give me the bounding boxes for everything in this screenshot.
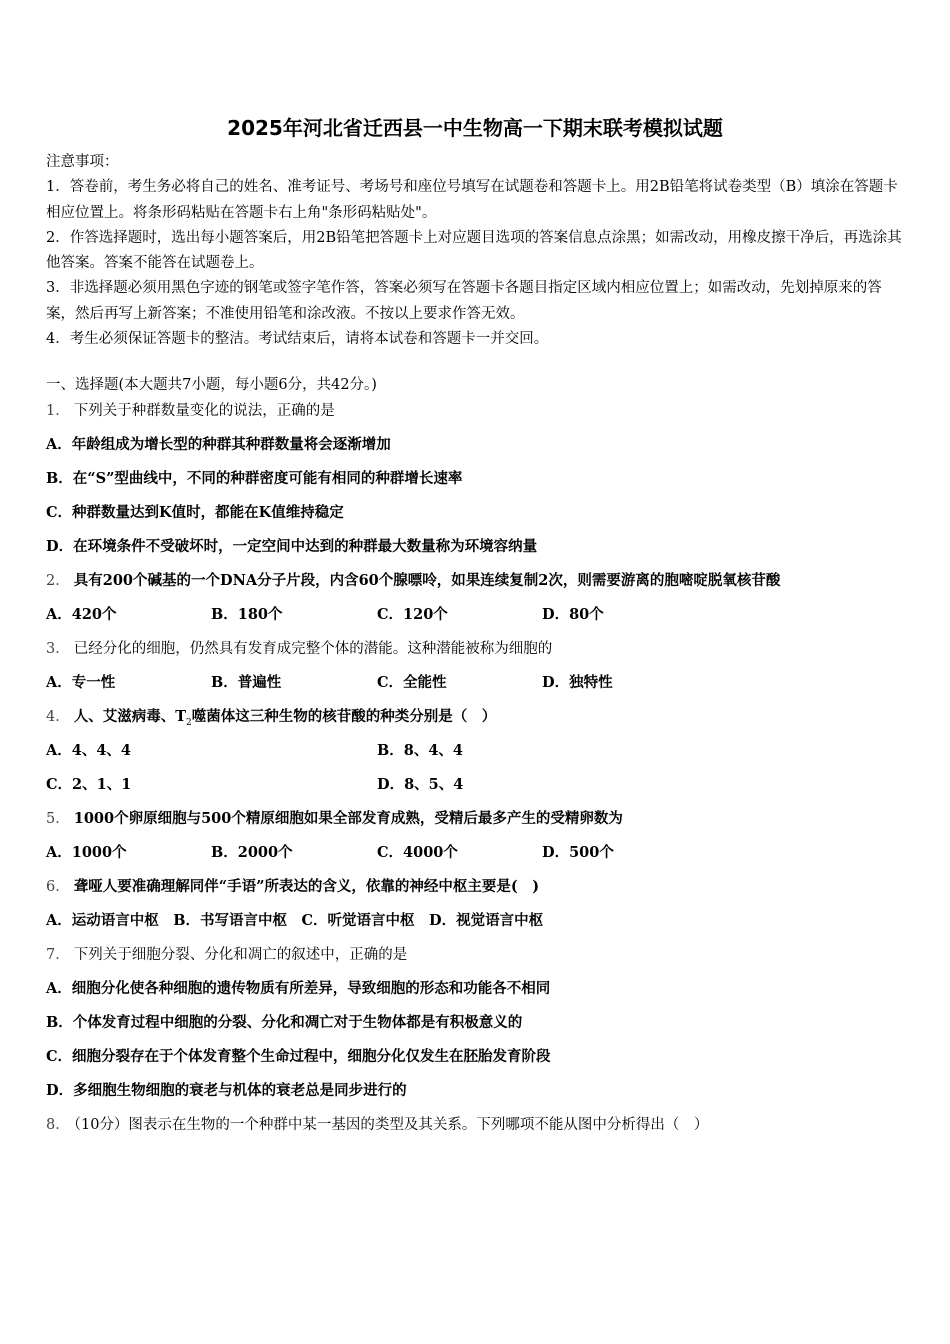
question-number: 1． <box>46 403 70 419</box>
question-subscript: 2 <box>186 717 192 728</box>
question-6-stem <box>46 877 539 897</box>
q1-option-b: B．在“S”型曲线中，不同的种群密度可能有相同的种群增长速率 <box>46 470 463 487</box>
note-item: 3．非选择题必须用黑色字迹的钢笔或签字笔作答，答案必须写在答题卡各题目指定区域内相应位置上；如需改动，先划掉原来的答案，然后再写上新答案；不准使用铅笔和涂改液。不按以上要求作答无效。 <box>46 280 882 322</box>
question-number: 6． <box>46 879 70 895</box>
question-number: 5． <box>46 811 70 827</box>
q1-option-a: A．年龄组成为增长型的种群其种群数量将会逐渐增加 <box>46 436 391 453</box>
note-item: 1．答卷前，考生务必将自己的姓名、准考证号、考场号和座位号填写在试题卷和答题卡上。用2B铅笔将试卷类型（B）填涂在答题卡相应位置上。将条形码粘贴在答题卡右上角"条形码粘贴处"。 <box>46 179 898 221</box>
q4-option-b: B．8、4、4 <box>377 742 464 759</box>
question-text: 下列关于种群数量变化的说法，正确的是 <box>73 403 335 419</box>
q4-option-d: D．8、5、4 <box>377 776 464 793</box>
q6-options: A．运动语言中枢 B．书写语言中枢 C．听觉语言中枢 D．视觉语言中枢 <box>46 912 544 929</box>
q7-option-a: A．细胞分化使各种细胞的遗传物质有所差异，导致细胞的形态和功能各不相同 <box>46 980 551 997</box>
question-2-stem <box>46 571 780 591</box>
q3-option-c: C．全能性 <box>377 674 447 691</box>
q2-option-c: C．120个 <box>377 606 448 623</box>
q5-option-d: D．500个 <box>542 844 614 861</box>
question-number: 8． <box>46 1117 70 1133</box>
question-number: 4． <box>46 709 70 725</box>
question-text: 人、艾滋病毒、T <box>73 708 187 725</box>
question-text: 已经分化的细胞，仍然具有发育成完整个体的潜能。这种潜能被称为细胞的 <box>73 641 553 657</box>
question-text: （10分）图表示在生物的一个种群中某一基因的类型及其关系。下列哪项不能从图中分析得出（ ） <box>73 1117 709 1133</box>
question-text: 1000个卵原细胞与500个精原细胞如果全部发育成熟，受精后最多产生的受精卵数为 <box>73 810 623 827</box>
question-number: 7． <box>46 947 70 963</box>
q1-option-d: D．在环境条件不受破坏时，一定空间中达到的种群最大数量称为环境容纳量 <box>46 538 538 555</box>
question-text: 聋哑人要准确理解同伴“手语”所表达的含义，依靠的神经中枢主要是( ) <box>73 878 540 895</box>
q5-option-b: B．2000个 <box>211 844 293 861</box>
page-title: 2025年河北省迁西县一中生物高一下期末联考模拟试题 <box>227 116 723 140</box>
question-8-stem <box>46 1115 708 1135</box>
q2-option-d: D．80个 <box>542 606 604 623</box>
q3-option-a: A．专一性 <box>46 674 116 691</box>
notes-heading: 注意事项： <box>46 154 119 170</box>
question-text-cont: 噬菌体这三种生物的核苷酸的种类分别是（ ） <box>191 708 497 725</box>
q5-option-a: A．1000个 <box>46 844 127 861</box>
q3-option-b: B．普遍性 <box>211 674 282 691</box>
q3-option-d: D．独特性 <box>542 674 613 691</box>
question-number: 2． <box>46 573 70 589</box>
question-1-stem <box>46 401 335 421</box>
notes-section <box>46 150 906 352</box>
question-3-stem <box>46 639 552 659</box>
q2-option-b: B．180个 <box>211 606 283 623</box>
q5-option-c: C．4000个 <box>377 844 458 861</box>
q7-option-c: C．细胞分裂存在于个体发育整个生命过程中，细胞分化仅发生在胚胎发育阶段 <box>46 1048 551 1065</box>
question-number: 3． <box>46 641 70 657</box>
q4-option-a: A．4、4、4 <box>46 742 132 759</box>
question-4-stem <box>46 707 496 733</box>
q7-option-b: B．个体发育过程中细胞的分裂、分化和凋亡对于生物体都是有积极意义的 <box>46 1014 523 1031</box>
question-text: 具有200个碱基的一个DNA分子片段，内含60个腺嘌呤，如果连续复制2次，则需要游离的胞嘧啶脱氧核苷酸 <box>73 572 781 589</box>
question-5-stem <box>46 809 623 829</box>
question-text: 下列关于细胞分裂、分化和凋亡的叙述中，正确的是 <box>73 947 408 963</box>
q7-option-d: D．多细胞生物细胞的衰老与机体的衰老总是同步进行的 <box>46 1082 407 1099</box>
q4-option-c: C．2、1、1 <box>46 776 132 793</box>
question-7-stem <box>46 945 407 965</box>
note-item: 4．考生必须保证答题卡的整洁。考试结束后，请将本试卷和答题卡一并交回。 <box>46 331 549 348</box>
section-heading: 一、选择题(本大题共7小题，每小题6分，共42分。) <box>46 377 377 393</box>
q2-option-a: A．420个 <box>46 606 117 623</box>
note-item: 2．作答选择题时，选出每小题答案后，用2B铅笔把答题卡上对应题目选项的答案信息点涂黑；如需改动，用橡皮擦干净后，再选涂其他答案。答案不能答在试题卷上。 <box>46 229 902 272</box>
q1-option-c: C．种群数量达到K值时，都能在K值维持稳定 <box>46 504 344 521</box>
